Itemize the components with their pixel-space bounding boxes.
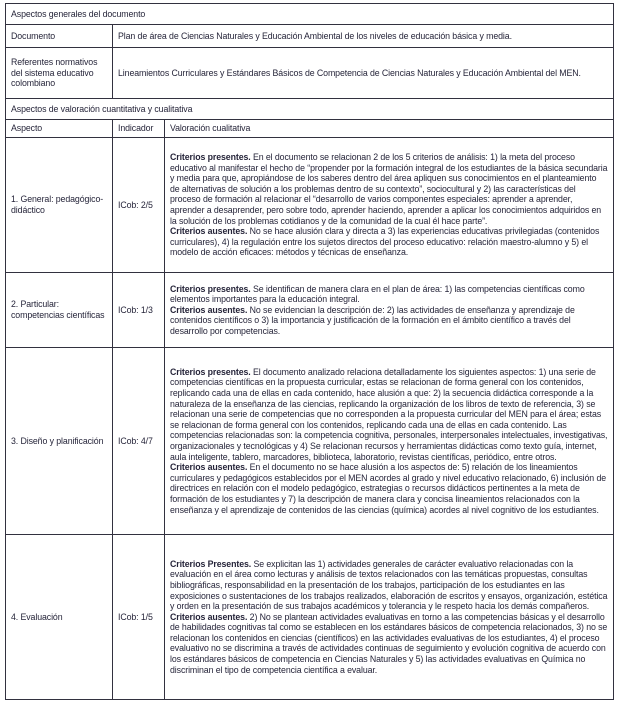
indicador-cell: ICob: 1/3 (113, 273, 165, 348)
valoracion-section-header-row (6, 99, 614, 120)
column-header-row (6, 120, 614, 138)
criterios-ausentes-label: Criterios ausentes. (170, 462, 248, 473)
criterios-ausentes-paragraph (170, 462, 608, 515)
criterios-ausentes-text: En el documento no se hace alusión a los aspectos de: 5) relación de los lineamientos curriculares y pedagógicos establecidos por el MEN acordes al grado y nivel educativo relacionado, 6) inclusión de directrices en relación con el modelo pedagógico, estrategias o recursos didácticos pertinentes a la meta de formación de los estudiantes y 7) la descripción de manera clara y concisa lineamientos relacionados con la enseñanza y el aprendizaje de contenidos de las ciencias (química) acordes al nivel cognitivo de los estudiantes. (170, 462, 607, 515)
referentes-row (6, 48, 614, 99)
column-header-valoracion: Valoración cualitativa (165, 120, 614, 138)
indicador-cell: ICob: 4/7 (113, 348, 165, 535)
criterios-presentes-text: En el documento se relacionan 2 de los 5 criterios de análisis: 1) la meta del proceso educativo al manifestar el hecho de “propender por la formación integral de los estudiantes de la básica secundaria y media para que, apropiándose de los saberes dentro del área apliquen sus conocimientos en el planteamiento de alternativas de solución a los problemas dentro de su contexto”, sociocultural y 2) las características del proceso de formación al relacionar el “desarrollo de varios componentes especiales: aprender a aprender, aprender a desaprender, pero sobre todo, aprender haciendo, aprender a aplicar los conocimientos adquiridos en la solución de los problemas cotidianos y de la comunidad de la cual él hace parte”. (170, 152, 608, 226)
valoracion-cell (165, 535, 614, 700)
referentes-label: Referentes normativos del sistema educativo colombiano (6, 48, 113, 99)
criterios-presentes-label: Criterios presentes. (170, 366, 251, 377)
criterios-presentes-paragraph (170, 284, 608, 305)
criterios-ausentes-label: Criterios ausentes. (170, 226, 248, 237)
criterios-presentes-text: El documento analizado relaciona detalladamente los siguientes aspectos: 1) una serie de competencias científicas en la propuesta curricular, estas se relacionan de forma general con los contenidos, replicando cada una de ellas en cada contenido, hace alusión a que: 2) la secuencia didáctica corresponde a la naturaleza de la enseñanza de las ciencias, replicando la organización de los libros de texto de referencia, 3) se relacionan una serie de competencias que no corresponden a la propuesta curricular del MEN para el área; estas se relacionan de forma general con los contenidos, replicando cada una de ellas en cada contenido. Las competencias relacionadas son: la competencia cognitiva, personales, interpersonales intelectuales, investigativas, organizacionales y tecnológicas y 4) Se relacionan recursos y herramientas didácticas como texto guía, internet, aula inteligente, tablero, marcadores, biblioteca, laboratorio, revistas científicas, periódico, entre otros. (170, 366, 608, 462)
documento-value: Plan de área de Ciencias Naturales y Educación Ambiental de los niveles de educación básica y media. (113, 25, 614, 48)
indicador-cell: ICob: 1/5 (113, 535, 165, 700)
valoracion-cell (165, 273, 614, 348)
column-header-aspecto: Aspecto (6, 120, 113, 138)
criterios-ausentes-paragraph (170, 226, 608, 258)
table-row-diseno-planificacion (6, 348, 614, 535)
valoracion-cell (165, 138, 614, 273)
valoracion-section-title: Aspectos de valoración cuantitativa y cualitativa (6, 99, 614, 120)
criterios-presentes-label: Criterios Presentes. (170, 558, 252, 569)
indicador-cell: ICob: 2/5 (113, 138, 165, 273)
aspecto-cell: 1. General: pedagógico-didáctico (6, 138, 113, 273)
table-row-general-pedagogico (6, 138, 614, 273)
criterios-ausentes-paragraph (170, 305, 608, 337)
general-section-title: Aspectos generales del documento (6, 4, 614, 25)
criterios-ausentes-text: No se evidencian la descripción de: 2) las actividades de enseñanza y aprendizaje de contenidos científicos o 3) la importancia y justificación de la formación en el ámbito científico a través del desarrollo por competencias. (170, 304, 575, 336)
criterios-presentes-text: Se identifican de manera clara en el plan de área: 1) las competencias científicas como elementos importantes para la educación integral. (170, 283, 585, 305)
table-row-particular-competencias (6, 273, 614, 348)
criterios-presentes-paragraph (170, 559, 608, 612)
criterios-ausentes-label: Criterios ausentes. (170, 304, 248, 315)
table-row-evaluacion (6, 535, 614, 700)
criterios-ausentes-label: Criterios ausentes. (170, 611, 248, 622)
criterios-ausentes-paragraph (170, 612, 608, 676)
criterios-presentes-label: Criterios presentes. (170, 283, 251, 294)
documento-row (6, 25, 614, 48)
aspecto-cell: 3. Diseño y planificación (6, 348, 113, 535)
aspecto-cell: 4. Evaluación (6, 535, 113, 700)
general-section-header-row (6, 4, 614, 25)
criterios-ausentes-text: No se hace alusión clara y directa a 3) las experiencias educativas privilegiadas (contenidos curriculares), 4) la regulación entre los sujetos directos del proceso educativo: relación maestro-alumno y 5) el modelo de acción eficaces: métodos y técnicas de enseñanza. (170, 226, 600, 258)
aspecto-cell: 2. Particular: competencias científicas (6, 273, 113, 348)
valoracion-cell (165, 348, 614, 535)
criterios-ausentes-text: 2) No se plantean actividades evaluativas en torno a las competencias básicas y el desarrollo de habilidades cognitivas tal como se establecen en los estándares básicos de competencia relacionados, 3) no se relacionan los contenidos en ciencias (científicos) en las actividades evaluativas de los estudiantes, 4) el proceso evaluativo no se discrimina a través de actividades continuas de seguimiento y evolución cognitiva de acuerdo con los estándares básicos de competencia en Ciencias Naturales y 5) las actividades evaluativas en Química no discriminan el tipo de competencia científica a evaluar. (170, 611, 608, 675)
documento-label: Documento (6, 25, 113, 48)
column-header-indicador: Indicador (113, 120, 165, 138)
criterios-presentes-label: Criterios presentes. (170, 152, 251, 163)
criterios-presentes-paragraph (170, 152, 608, 226)
referentes-value: Lineamientos Curriculares y Estándares Básicos de Competencia de Ciencias Naturales y Educación Ambiental del MEN. (113, 48, 614, 99)
evaluation-table (5, 3, 614, 700)
criterios-presentes-text: Se explicitan las 1) actividades generales de carácter evaluativo relacionadas con la evaluación en el área como lecturas y análisis de textos relacionados con las temáticas propuestas, consultas bibliográficas, responsabilidad en la presentación de los trabajos, participación de los estudiantes en las exposiciones o sustentaciones de los trabajos realizados, elaboración de escritos y ensayos, organización, estética y orden en la presentación de sus trabajos académicos y tolerancia y le respeto hacia los demás compañeros. (170, 558, 608, 612)
criterios-presentes-paragraph (170, 367, 608, 462)
